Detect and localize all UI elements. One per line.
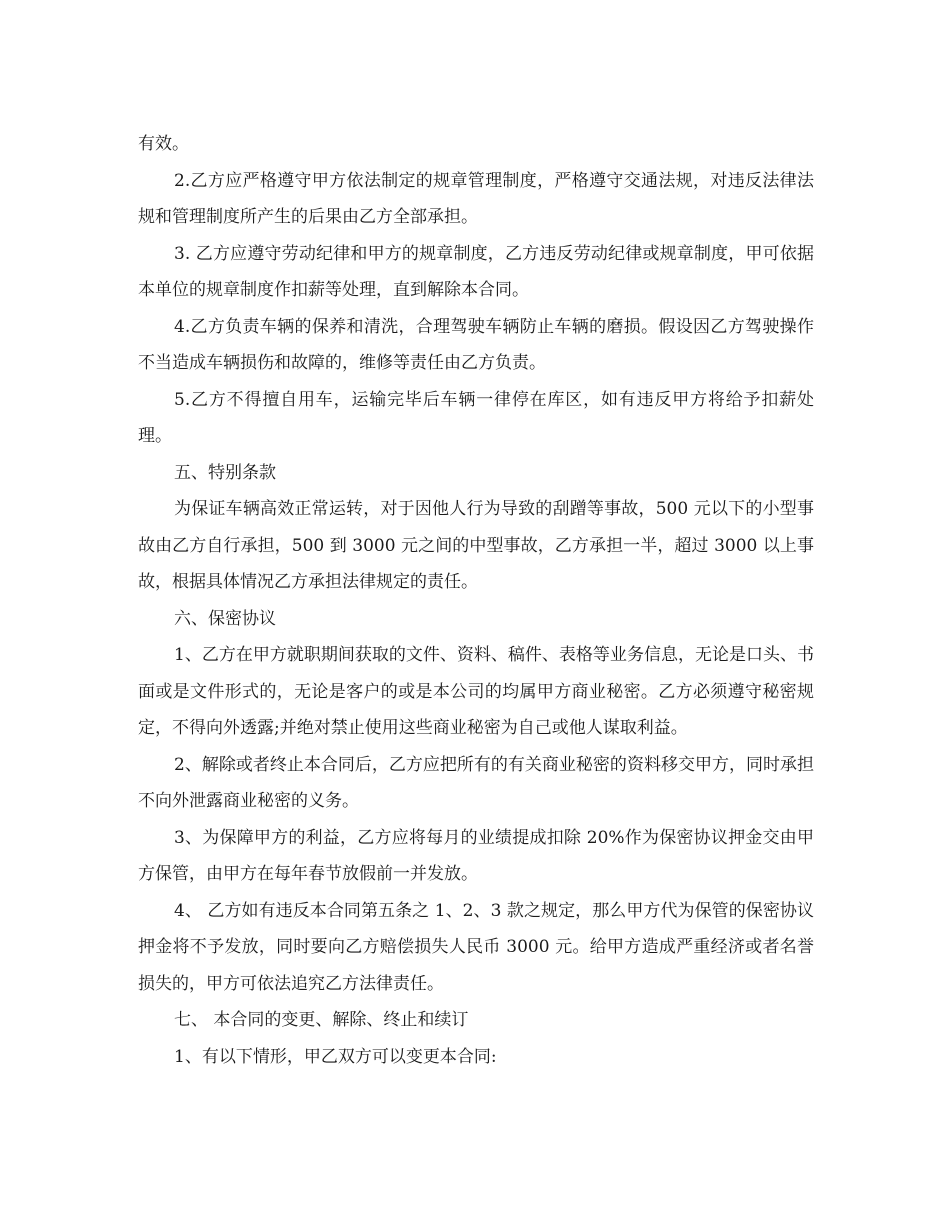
paragraph-clause-5: 5.乙方不得擅自用车，运输完毕后车辆一律停在库区，如有违反甲方将给予扣薪处理。 — [138, 389, 814, 446]
paragraph-clause-4: 4.乙方负责车辆的保养和清洗，合理驾驶车辆防止车辆的磨损。假设因乙方驾驶操作不当造成车辆损伤和故障的，维修等责任由乙方负责。 — [138, 316, 814, 373]
paragraph-confidentiality-1: 1、乙方在甲方就职期间获取的文件、资料、稿件、表格等业务信息，无论是口头、书面或是文件形式的，无论是客户的或是本公司的均属甲方商业秘密。乙方必须遵守秘密规定，不得向外透露;并绝对禁止使用这些商业秘密为自己或他人谋取利益。 — [138, 645, 814, 738]
section-heading-confidentiality: 六、保密协议 — [174, 608, 276, 629]
section-heading-special-terms: 五、特别条款 — [174, 462, 276, 483]
paragraph-clause-3: 3. 乙方应遵守劳动纪律和甲方的规章制度，乙方违反劳动纪律或规章制度，甲可依据本单位的规章制度作扣薪等处理，直到解除本合同。 — [138, 243, 814, 300]
paragraph-confidentiality-3: 3、为保障甲方的利益，乙方应将每月的业绩提成扣除 20%作为保密协议押金交由甲方保管，由甲方在每年春节放假前一并发放。 — [138, 827, 814, 884]
paragraph-confidentiality-4: 4、 乙方如有违反本合同第五条之 1、2、3 款之规定，那么甲方代为保管的保密协议押金将不予发放，同时要向乙方赔偿损失人民币 3000 元。给甲方造成严重经济或者名誉损失的，甲方可依法追究乙方法律责任。 — [138, 900, 814, 994]
paragraph-clause-2: 2.乙方应严格遵守甲方依法制定的规章管理制度，严格遵守交通法规，对违反法律法规和管理制度所产生的后果由乙方全部承担。 — [138, 170, 814, 227]
paragraph-contract-changes-1: 1、有以下情形，甲乙双方可以变更本合同: — [174, 1046, 497, 1067]
paragraph-special-terms: 为保证车辆高效正常运转，对于因他人行为导致的刮蹭等事故，500 元以下的小型事故由乙方自行承担，500 到 3000 元之间的中型事故，乙方承担一半，超过 3000 以上事故，根据具体情况乙方承担法律规定的责任。 — [138, 499, 814, 592]
paragraph-confidentiality-2: 2、解除或者终止本合同后，乙方应把所有的有关商业秘密的资料移交甲方，同时承担不向外泄露商业秘密的义务。 — [138, 754, 814, 811]
document-body — [138, 126, 814, 1075]
paragraph-continuation: 有效。 — [138, 134, 189, 154]
section-heading-contract-changes: 七、 本合同的变更、解除、终止和续订 — [174, 1010, 469, 1030]
